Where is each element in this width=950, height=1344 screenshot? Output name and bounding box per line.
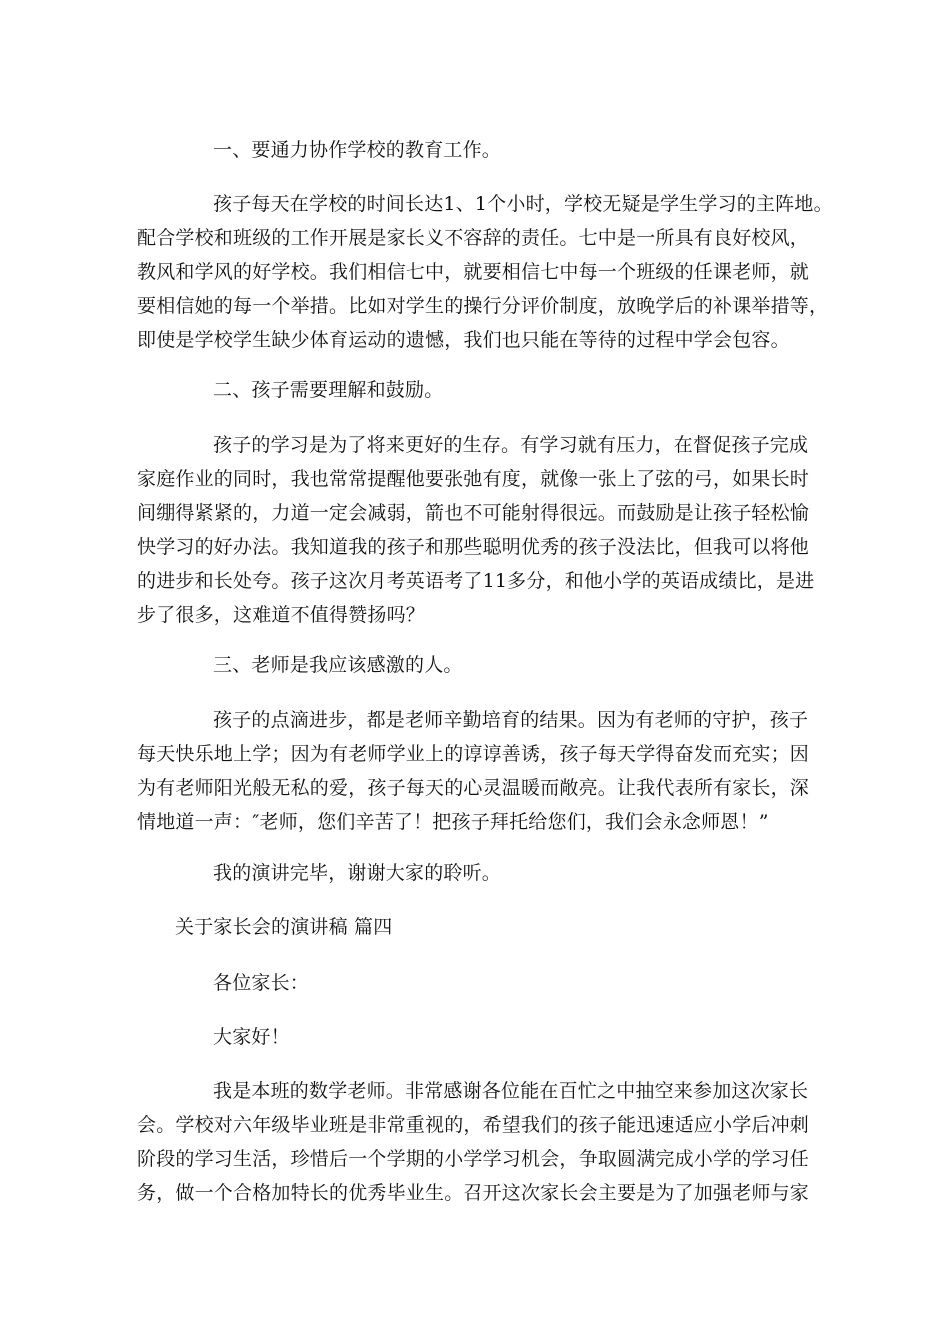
heading-2-text: 二、孩子需要理解和鼓励。 <box>213 379 444 401</box>
paragraph-4-line: 阶段的学习生活，珍惜后一个学期的小学学习机会，争取圆满完成小学的学习任 <box>137 1148 810 1170</box>
greeting-text: 大家好！ <box>213 1026 290 1048</box>
heading-3-text: 三、老师是我应该感激的人。 <box>213 654 463 676</box>
paragraph-3-line: 每天快乐地上学；因为有老师学业上的谆谆善诱，孩子每天学得奋发而充实；因 <box>137 743 810 765</box>
salutation <box>137 966 837 1000</box>
paragraph-1-line: 即使是学校学生缺少体育运动的遗憾，我们也只能在等待的过程中学会包容。 <box>137 329 790 351</box>
paragraph-2-line: 步了很多，这难道不值得赞扬吗？ <box>137 604 426 626</box>
closing <box>137 856 837 890</box>
section-title-text: 关于家长会的演讲稿 篇四 <box>175 916 393 938</box>
paragraph-1-line: 教风和学风的好学校。我们相信七中，就要相信七中每一个班级的任课老师，就 <box>137 261 810 283</box>
paragraph-3-line: 情地道一声：″老师，您们辛苦了！把孩子拜托给您们，我们会永念师恩！” <box>137 811 769 833</box>
paragraph-3-line: 为有老师阳光般无私的爱，孩子每天的心灵温暖而敞亮。让我代表所有家长，深 <box>137 777 810 799</box>
paragraph-3 <box>137 703 837 839</box>
paragraph-2-line: 间绷得紧紧的，力道一定会减弱，箭也不可能射得很远。而鼓励是让孩子轻松愉 <box>137 502 810 524</box>
paragraph-3-line: 孩子的点滴进步，都是老师辛勤培育的结果。因为有老师的守护，孩子 <box>213 709 809 731</box>
paragraph-1-line: 要相信她的每一个举措。比如对学生的操行分评价制度，放晚学后的补课举措等， <box>137 295 829 317</box>
paragraph-2-line: 孩子的学习是为了将来更好的生存。有学习就有压力，在督促孩子完成 <box>213 434 809 456</box>
paragraph-4-line: 务，做一个合格加特长的优秀毕业生。召开这次家长会主要是为了加强老师与家 <box>137 1182 810 1204</box>
paragraph-1-line: 配合学校和班级的工作开展是家长义不容辞的责任。七中是一所具有良好校风， <box>137 227 810 249</box>
heading-2 <box>137 373 837 407</box>
greeting <box>137 1020 837 1054</box>
heading-1 <box>137 133 837 167</box>
paragraph-2-line: 的进步和长处夸。孩子这次月考英语考了11多分，和他小学的英语成绩比，是进 <box>137 570 815 592</box>
closing-text: 我的演讲完毕，谢谢大家的聆听。 <box>213 862 502 884</box>
paragraph-2-line: 快学习的好办法。我知道我的孩子和那些聪明优秀的孩子没法比，但我可以将他 <box>137 536 810 558</box>
heading-3 <box>137 648 837 682</box>
paragraph-2 <box>137 428 837 632</box>
paragraph-1-line: 孩子每天在学校的时间长达1、1个小时，学校无疑是学生学习的主阵地。 <box>213 193 833 215</box>
section-title <box>137 910 837 944</box>
paragraph-2-line: 家庭作业的同时，我也常常提醒他要张弛有度，就像一张上了弦的弓，如果长时 <box>137 468 810 490</box>
paragraph-1 <box>137 187 837 357</box>
heading-1-text: 一、要通力协作学校的教育工作。 <box>213 139 502 161</box>
paragraph-4-line: 会。学校对六年级毕业班是非常重视的，希望我们的孩子能迅速适应小学后冲刺 <box>137 1114 810 1136</box>
paragraph-4-line: 我是本班的数学老师。非常感谢各位能在百忙之中抽空来参加这次家长 <box>213 1080 809 1102</box>
paragraph-4 <box>137 1074 837 1210</box>
salutation-text: 各位家长： <box>213 972 310 994</box>
